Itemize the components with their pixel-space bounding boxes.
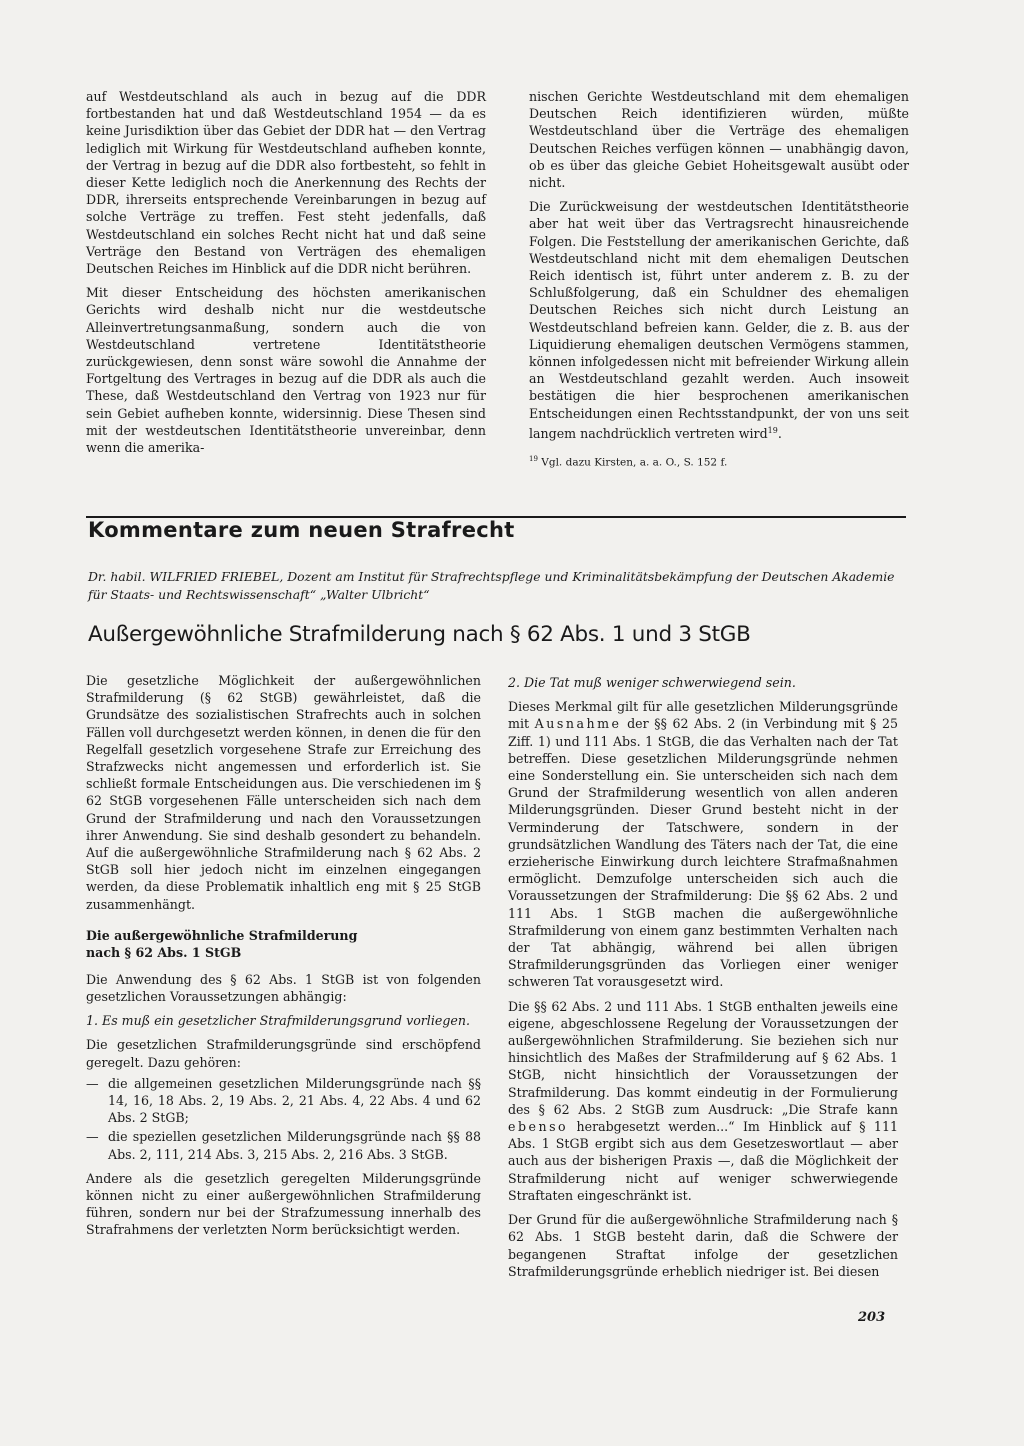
list-item [86, 1128, 481, 1162]
list-item-text: die allgemeinen gesetzlichen Milderungsgründe nach §§ 14, 16, 18 Abs. 2, 19 Abs. 2, 21 Abs. 4, 22 Abs. 4 und 62 Abs. 2 StGB; [108, 1075, 481, 1126]
footnote-text: Vgl. dazu Kirsten, a. a. O., S. 152 f. [541, 456, 728, 469]
paragraph-text: herabgesetzt werden...“ Im Hinblick auf § 111 Abs. 1 StGB ergibt sich aus dem Gesetzeswortlaut — aber auch aus der bisherigen Praxis —, daß die Möglichkeit der Strafmilderung nicht auf weniger schwerwiegende Straftaten eingeschränkt ist. [508, 1119, 898, 1203]
spaced-emphasis: ebenso [508, 1119, 569, 1135]
spaced-emphasis: Ausnahme [534, 716, 622, 732]
condition-item: 2. Die Tat muß weniger schwerwiegend sein. [508, 675, 796, 690]
paragraph-text: Die Zurückweisung der westdeutschen Identitätstheorie aber hat weit über das Vertragsrecht hinausreichende Folgen. Die Feststellung der amerikanischen Gerichte, daß Westdeutschland nicht mit dem ehemaligen Deutschen Reich identisch ist, führt unter anderem z. B. zu der Schlußfolgerung, daß ein Schuldner des ehemaligen Deutschen Reiches sich nicht durch Leistung an Westdeutschland befreien kann. Gelder, die z. B. aus der Liquidierung ehemaligen deutschen Vermögens stammen, können infolgedessen nicht mit befreiender Wirkung allein an Westdeutschland gezahlt werden. Auch insoweit bestätigen die hier besprochenen amerikanischen Entscheidungen einen Rechtsstandpunkt, der von uns seit langem nachdrücklich vertreten wird [529, 199, 909, 442]
paragraph: Mit dieser Entscheidung des höchsten amerikanischen Gerichts wird deshalb nicht nur die westdeutsche Alleinvertretungsanmaßung, sondern auch die von Westdeutschland vertretene Identitätstheorie zurückgewiesen, denn sonst wäre sowohl die Annahme der Fortgeltung des Vertrages in bezug auf die DDR als auch die These, daß Westdeutschland den Vertrag von 1923 nur für sein Gebiet aufheben konnte, widersinnig. Diese Thesen sind mit der westdeutschen Identitätstheorie unvereinbar, denn wenn die amerika- [86, 285, 486, 456]
paragraph: nischen Gerichte Westdeutschland mit dem ehemaligen Deutschen Reich identifizieren würden, müßte Westdeutschland über die Verträge des ehemaligen Deutschen Reiches verfügen können — unabhängig davon, ob es über das gleiche Gebiet Hoheitsgewalt ausübt oder nicht. [529, 89, 909, 191]
top-left-column [86, 88, 486, 463]
paragraph: Andere als die gesetzlich geregelten Milderungsgründe können nicht zu einer außergewöhnlichen Strafmilderung führen, sondern nur bei der Strafzumessung innerhalb des Strafrahmens der verletzten Norm berücksichtigt werden. [86, 1170, 481, 1238]
bottom-right-column [508, 674, 898, 1287]
paragraph: Die gesetzliche Möglichkeit der außergewöhnlichen Strafmilderung (§ 62 StGB) gewährleistet, daß die Grundsätze des sozialistischen Strafrechts auch in solchen Fällen voll durchgesetzt werden können, in denen die für den Regelfall gesetzlich vorgesehene Strafe zur Erreichung des Strafzwecks nicht angemessen und erforderlich ist. Sie schließt formale Entscheidungen aus. Die verschiedenen im § 62 StGB vorgesehenen Fälle unterscheiden sich nach dem Grund der Strafmilderung und nach den Voraussetzungen ihrer Anwendung. Sie sind deshalb gesondert zu behandeln. Auf die außergewöhnliche Strafmilderung nach § 62 Abs. 2 StGB soll hier jedoch nicht im einzelnen eingegangen werden, da diese Problematik inhaltlich eng mit § 25 StGB zusammenhängt. [86, 673, 481, 912]
subheading-line: Die außergewöhnliche Strafmilderung [86, 927, 358, 943]
footnote [529, 452, 909, 470]
footnote-reference: 19 [767, 425, 778, 435]
grounds-list [86, 1075, 481, 1163]
article-title: Außergewöhnliche Strafmilderung nach § 62 Abs. 1 und 3 StGB [88, 622, 751, 647]
dash-marker: — [86, 1075, 99, 1091]
paragraph: auf Westdeutschland als auch in bezug auf die DDR fortbestanden hat und daß Westdeutschland 1954 — da es keine Jurisdiktion über das Gebiet der DDR hat — den Vertrag lediglich mit Wirkung für Westdeutschland aufheben konnte, der Vertrag in bezug auf die DDR also fortbesteht, so fehlt in dieser Kette lediglich noch die Anerkennung des Rechts der DDR, ihrerseits entsprechende Vereinbarungen in bezug auf solche Verträge zu treffen. Fest steht jedenfalls, daß Westdeutschland ein solches Recht nicht hat und daß seine Verträge den Bestand von Verträgen des ehemaligen Deutschen Reiches im Hinblick auf die DDR nicht berühren. [86, 89, 486, 277]
top-right-column [529, 88, 909, 470]
list-item [86, 1075, 481, 1127]
paragraph: Die Anwendung des § 62 Abs. 1 StGB ist von folgenden gesetzlichen Voraussetzungen abhängig: [86, 971, 481, 1005]
paragraph: Der Grund für die außergewöhnliche Strafmilderung nach § 62 Abs. 1 StGB besteht darin, daß die Schwere der begangenen Straftat infolge der gesetzlichen Strafmilderungsgründe erheblich niedriger ist. Bei diesen [508, 1212, 898, 1279]
subheading-line: nach § 62 Abs. 1 StGB [86, 944, 242, 960]
paragraph-text: Dieses Merkmal gilt für alle gesetzlichen Milderungsgründe mit [508, 699, 898, 732]
page-number: 203 [858, 1310, 886, 1325]
section-heading: Kommentare zum neuen Strafrecht [88, 518, 515, 542]
subheading [86, 927, 481, 961]
list-item-text: die speziellen gesetzlichen Milderungsgründe nach §§ 88 Abs. 2, 111, 214 Abs. 3, 215 Abs. 2, 216 Abs. 3 StGB. [108, 1129, 481, 1162]
bottom-left-column [86, 672, 481, 1246]
paragraph [508, 998, 898, 1204]
dash-marker: — [86, 1129, 99, 1145]
condition-item: 1. Es muß ein gesetzlicher Strafmilderungsgrund vorliegen. [86, 1013, 470, 1029]
paragraph-text: der §§ 62 Abs. 2 (in Verbindung mit § 25 Ziff. 1) und 111 Abs. 1 StGB, die das Verhalten nach der Tat betreffen. Diese gesetzlichen Milderungsgründe nehmen eine Sonderstellung ein. Sie unterscheiden sich nach dem Grund der Strafmilderung wesentlich von allen anderen Milderungsgründen. Dieser Grund besteht nicht in der Verminderung der Tatschwere, sondern in der grundsätzlichen Wandlung des Täters nach der Tat, die eine erzieherische Einwirkung durch leichtere Strafmaßnahmen ermöglicht. Demzufolge unterscheiden sich auch die Voraussetzungen der Strafmilderung: Die §§ 62 Abs. 2 und 111 Abs. 1 StGB machen die außergewöhnliche Strafmilderung von einem ganz bestimmten Verhalten nach der Tat abhängig, während bei allen übrigen Strafmilderungsgründen das Vorliegen einer weniger schweren Tat vorausgesetzt wird. [508, 716, 898, 990]
paragraph-text: Die §§ 62 Abs. 2 und 111 Abs. 1 StGB enthalten jeweils eine eigene, abgeschlossene Regelung der Voraussetzungen der außergewöhnlichen Strafmilderung. Sie beziehen sich nur hinsichtlich des Maßes der Strafmilderung auf § 62 Abs. 1 StGB, nicht hinsichtlich der Voraussetzungen der Strafmilderung. Das kommt eindeutig in der Formulierung des § 62 Abs. 2 StGB zum Ausdruck: „Die Strafe kann [508, 998, 898, 1117]
author-byline: Dr. habil. WILFRIED FRIEBEL, Dozent am Institut für Strafrechtspflege und Kriminalitätsbekämpfung der Deutschen Akademie für Staats- und Rechtswissenschaft“ „Walter Ulbricht“ [88, 569, 895, 602]
paragraph [508, 698, 898, 990]
paragraph: Die gesetzlichen Strafmilderungsgründe sind erschöpfend geregelt. Dazu gehören: [86, 1037, 481, 1070]
paragraph: Die Zurückweisung der westdeutschen Identitätstheorie aber hat weit über das Vertragsrecht hinausreichende Folgen. Die Feststellung der amerikanischen Gerichte, daß Westdeutschland nicht mit dem ehemaligen Deutschen Reich identisch ist, führt unter anderem z. B. zu der Schlußfolgerung, daß ein Schuldner des ehemaligen Deutschen Reiches sich nicht durch Leistung an Westdeutschland befreien kann. Gelder, die z. B. aus der Liquidierung ehemaligen deutschen Vermögens stammen, können infolgedessen nicht mit befreiender Wirkung allein an Westdeutschland gezahlt werden. Auch insoweit bestätigen die hier besprochenen amerikanischen Entscheidungen einen Rechtsstandpunkt, der von uns seit langem nachdrücklich vertreten wird$^{19}$. [529, 199, 909, 442]
footnote-number: 19 [529, 455, 538, 464]
